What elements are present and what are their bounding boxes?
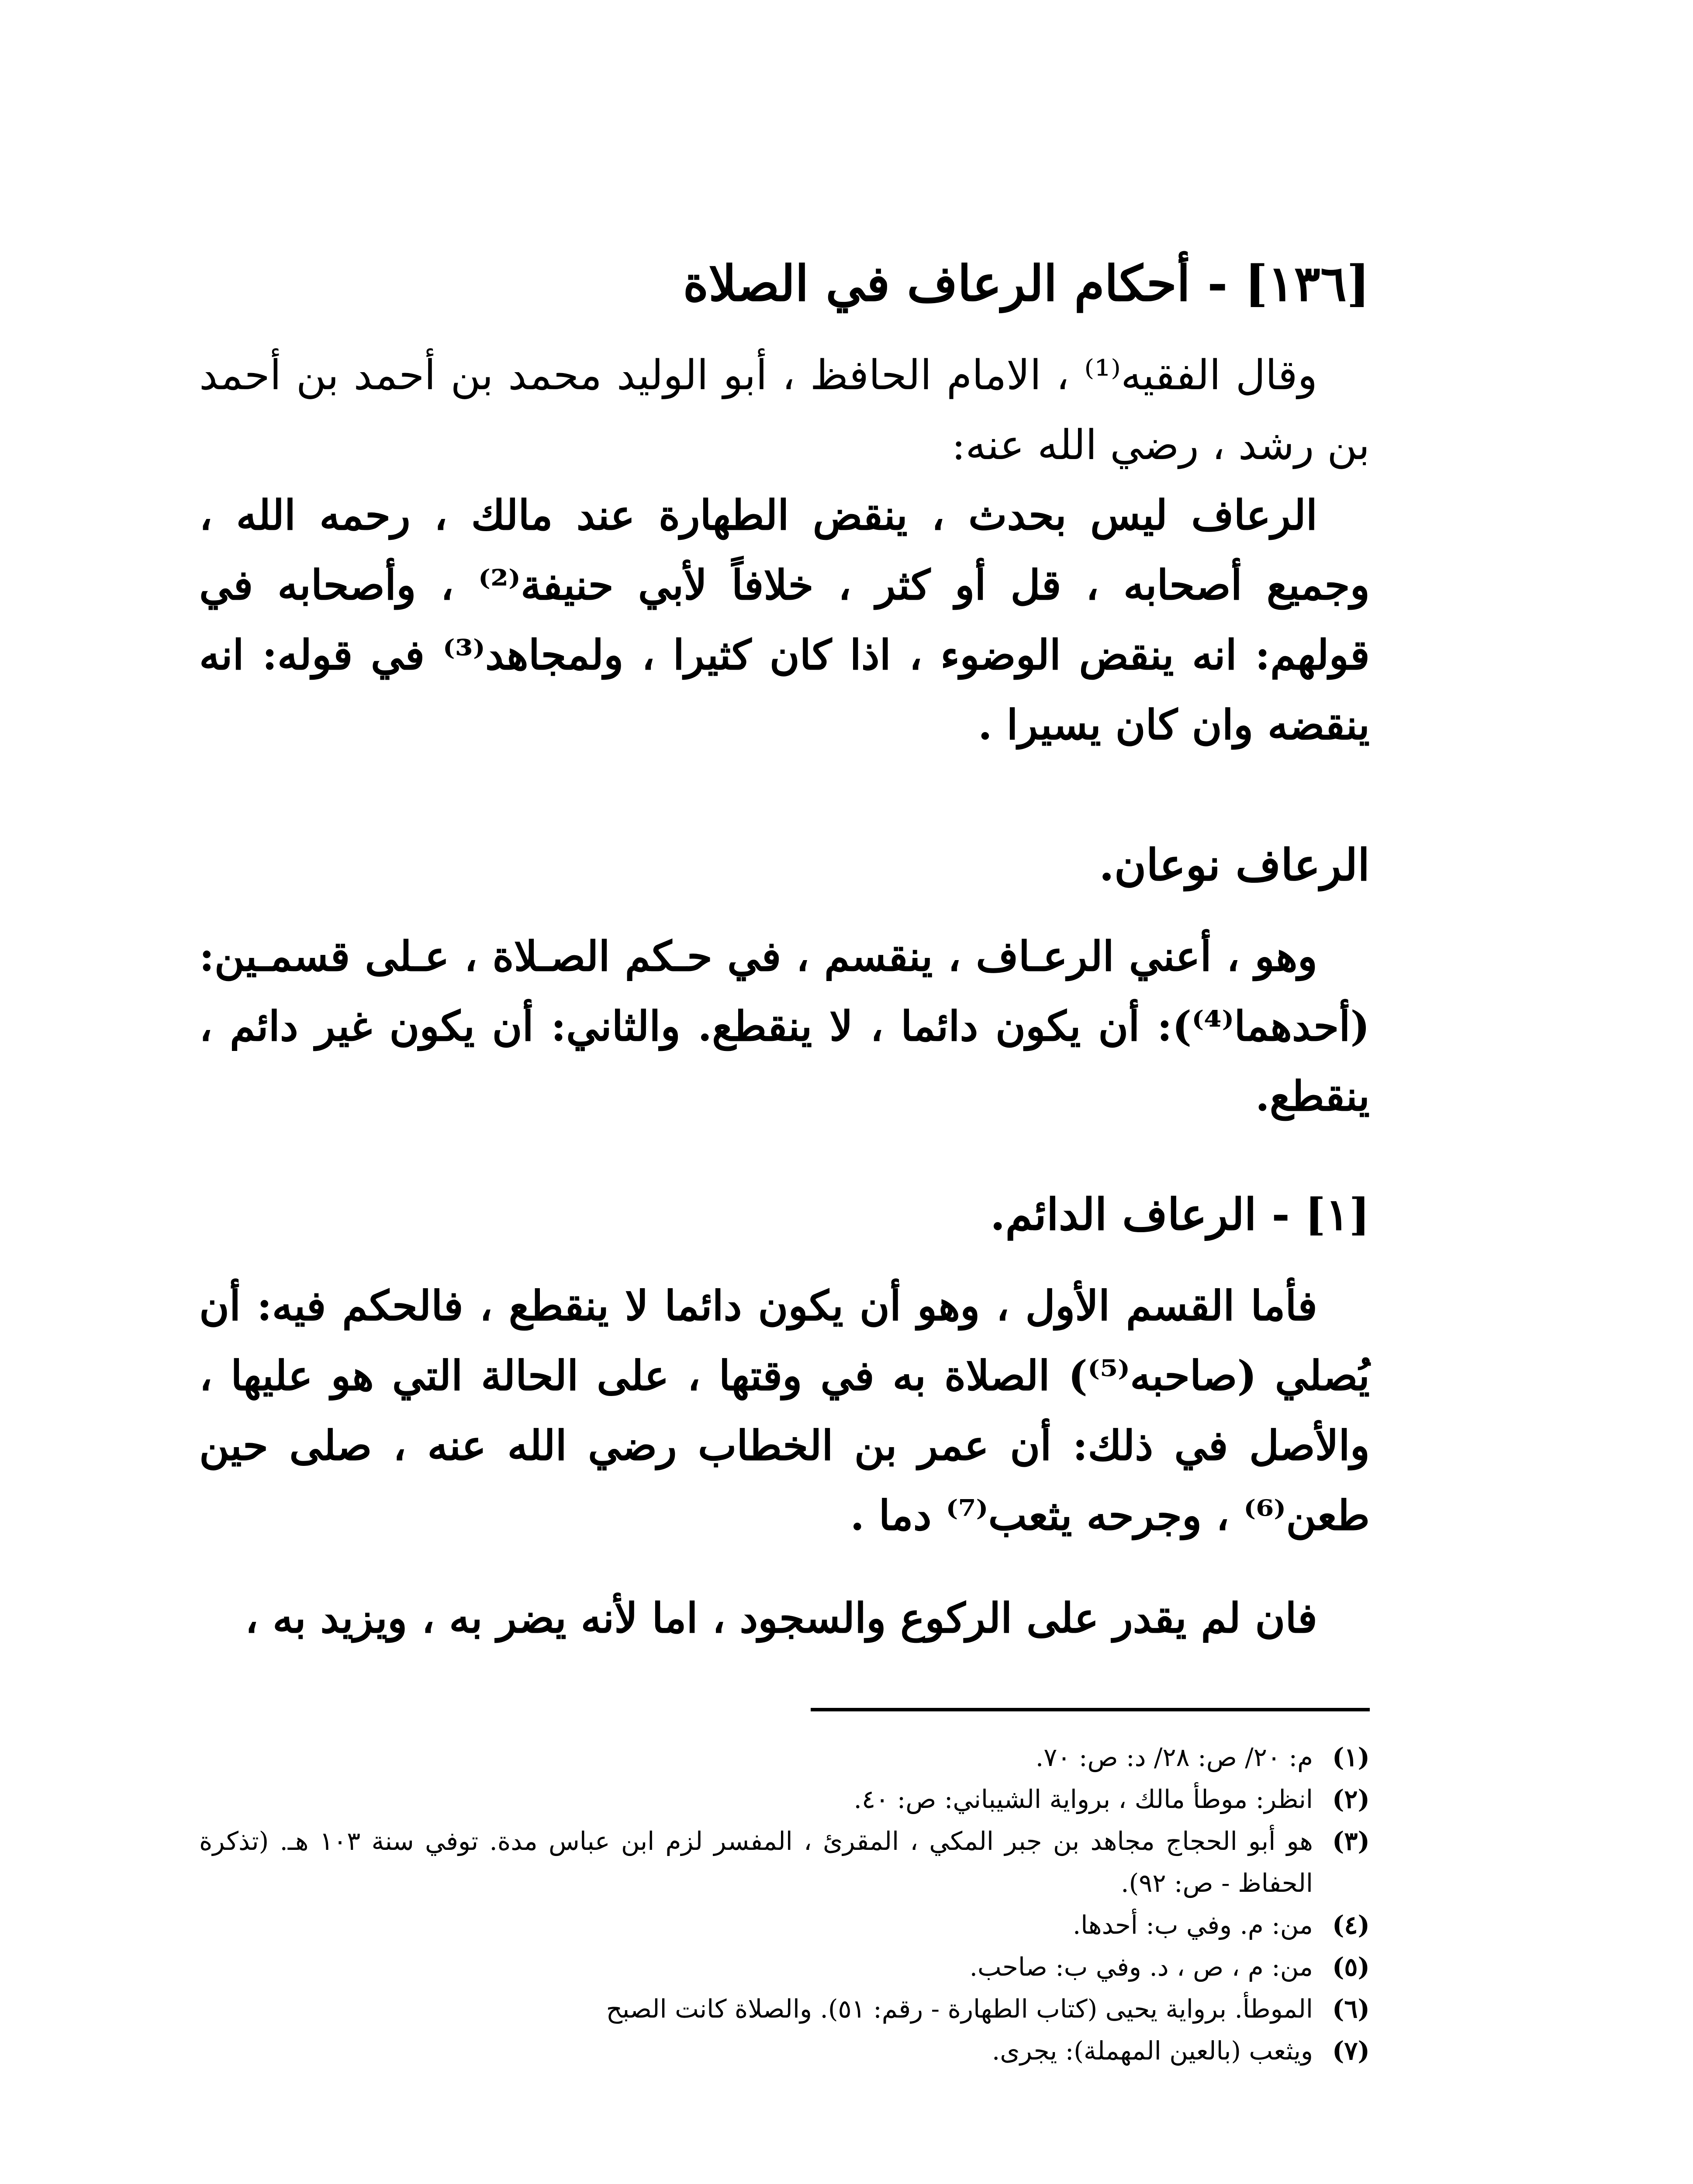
section-heading: [١٣٦] - أحكام الرعاف في الصلاة bbox=[683, 255, 1370, 312]
footnote-item bbox=[199, 1904, 1370, 1946]
footnote-item bbox=[199, 1946, 1370, 1988]
footnote-text: ويثعب (بالعين المهملة): يجرى. bbox=[992, 2036, 1313, 2066]
footnote-text: م: ٢٠/ ص: ٢٨/ د: ص: ٧٠. bbox=[1035, 1742, 1313, 1772]
footnote-item bbox=[199, 1820, 1370, 1904]
footnote-divider bbox=[811, 1708, 1370, 1711]
footnote-item bbox=[199, 1988, 1370, 2030]
footnote-number: (٧) bbox=[1332, 2036, 1370, 2066]
footnote-text: من: م. وفي ب: أحدها. bbox=[1072, 1910, 1313, 1940]
footnote-number: (٣) bbox=[1332, 1826, 1370, 1856]
permanent-paragraph: فأما القسم الأول ، وهو أن يكون دائما لا ينقطع ، فالحكم فيه: أن يُصلي (صاحبه⁽⁵⁾) الصلاة به في وقتها ، على الحالة التي هو عليها ، والأصل في ذلك: أن عمر بن الخطاب رضي الله عنه ، صلى حين طعن⁽⁶⁾ ، وجرحه يثعب⁽⁷⁾ دما . bbox=[199, 1282, 1370, 1540]
subheading-types: الرعاف نوعان. bbox=[1099, 839, 1370, 891]
footnote-text: من: م ، ص ، د. وفي ب: صاحب. bbox=[969, 1952, 1313, 1982]
footnote-number: (٢) bbox=[1332, 1784, 1370, 1814]
footnote-text: الموطأ. برواية يحيى (كتاب الطهارة - رقم: ٥١). والصلاة كانت الصبح bbox=[606, 1994, 1313, 2024]
footnote-item bbox=[199, 1736, 1370, 1778]
footnote-text: انظر: موطأ مالك ، برواية الشيباني: ص: ٤٠. bbox=[853, 1784, 1313, 1814]
footnote-text: هو أبو الحجاج مجاهد بن جبر المكي ، المقرئ ، المفسر لزم ابن عباس مدة. توفي سنة ١٠٣ هـ. (تذكرة الحفاظ - ص: ٩٢). bbox=[199, 1826, 1313, 1898]
subheading-permanent: [١] - الرعاف الدائم. bbox=[990, 1189, 1370, 1240]
continuation-paragraph: فان لم يقدر على الركوع والسجود ، اما لأنه يضر به ، ويزيد به ، bbox=[245, 1594, 1317, 1642]
division-paragraph: وهو ، أعني الرعـاف ، ينقسم ، في حـكم الصـلاة ، عـلى قسمـين: (أحدهما⁽⁴⁾): أن يكون دائما ، لا ينقطع. والثاني: أن يكون غير دائم ، ينقطع. bbox=[199, 933, 1370, 1120]
footnote-item bbox=[199, 1778, 1370, 1820]
ruling-paragraph: الرعاف ليس بحدث ، ينقض الطهارة عند مالك ، رحمه الله ، وجميع أصحابه ، قل أو كثر ، خلافاً لأبي حنيفة⁽²⁾ ، وأصحابه في قولهم: انه ينقض الوضوء ، اذا كان كثيرا ، ولمجاهد⁽³⁾ في قوله: انه ينقضه وان كان يسيرا . bbox=[199, 491, 1370, 749]
footnote-number: (٥) bbox=[1332, 1952, 1370, 1982]
footnote-number: (١) bbox=[1332, 1742, 1370, 1772]
footnote-number: (٤) bbox=[1332, 1910, 1370, 1940]
intro-paragraph: وقال الفقيه⁽¹⁾ ، الامام الحافظ ، أبو الوليد محمد بن أحمد بن أحمد بن رشد ، رضي الله عنه: bbox=[199, 352, 1370, 469]
footnote-item bbox=[199, 2030, 1370, 2072]
footnotes bbox=[199, 1736, 1370, 2072]
footnote-number: (٦) bbox=[1332, 1994, 1370, 2024]
